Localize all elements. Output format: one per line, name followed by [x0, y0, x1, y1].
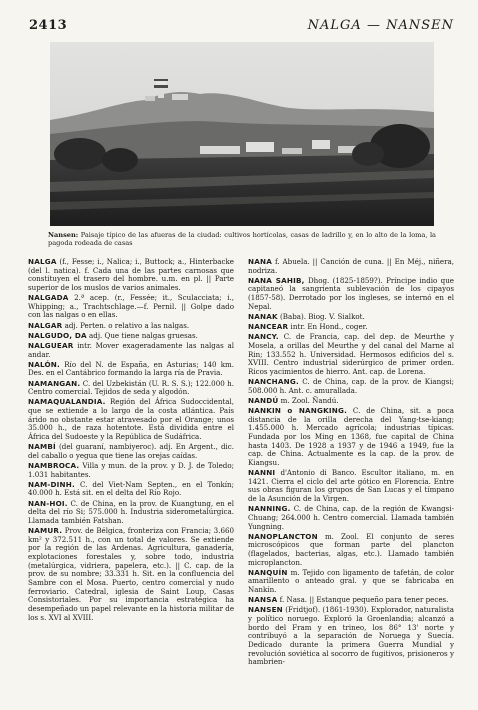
dictionary-entry — [28, 361, 234, 378]
entry-definition: f. Abuela. || Canción de cuna. || En Méj., niñera, nodriza. — [248, 258, 454, 275]
entry-definition: Prov. de Bélgica, fronteriza con Francia; 3.660 km² y 372.511 h., con un total de valores. Se extiende por la región de las Ardenas. Agricultura, ganadería, explotaciones forestales y, sobre todo, industria (metalúrgica, vidriera, papelera, etc.). || C. cap. de la prov. de su nombre; 33.331 h. Sit. en la confluencia del Sambre con el Mosa. Puerto, centro comercial y nudo ferroviario. Catedral, iglesia de Saint Loup, Casas Consistoriales. Por su importancia estratégica ha desempeñado un papel relevante en la historia militar de los s. XVI al XVIII. — [28, 526, 234, 622]
entry-definition: C. de China, sit. a poca distancia de la orilla derecha del Yang-tse-kiang; 1.455.000 h. Mercado agrícola; industrias típicas. Fundada por los Ming en 1368, fue capital de China hasta 1403. De 1928 a 1937 y de 1946 a 1949, fue la cap. de China. Actualmente es la cap. de la prov. de Kiangsu. — [248, 406, 454, 467]
entry-headword: NALÓN. — [28, 359, 60, 369]
dictionary-entry — [248, 569, 454, 595]
entry-headword: NAN-HOI. — [28, 498, 68, 508]
dictionary-entry — [248, 258, 454, 275]
entry-headword: NAMANGAN. — [28, 378, 81, 388]
entry-definition: m. Tejido con ligamento de tafetán, de color amarillento o anteado gral. y que se fabricaba en Nankín. — [248, 567, 454, 595]
entry-definition: Villa y mun. de la prov. y D. J. de Toledo; 1.031 habitantes. — [28, 460, 234, 479]
entry-definition: C. de China, en la prov. de Kuangtung, en el delta del río Si; 575.000 h. Industria siderometalúrgica. Llamada también Fatshan. — [28, 498, 234, 525]
right-column — [248, 258, 454, 706]
landscape-photo — [50, 42, 434, 226]
entry-definition: C. de Francia, cap. del dep. de Meurthe y Mosela, a orillas del Meurthe y del canal del Marne al Rin; 133.552 h. Universidad. Hermosos edificios del s. XVIII. Centro industrial siderúrgico de primer orden. Ricos yacimientos de hierro. Ant. cap. de Lorena. — [248, 332, 454, 376]
entry-headword: NANA SAHIB, — [248, 275, 305, 285]
entry-definition: (del guaraní, nambiyeroc). adj. En Argent., dic. del caballo o yegua que tiene las orejas caídas. — [28, 442, 234, 460]
entry-definition: 2.ª acep. (r., Fessée; it., Sculacciata; i., Whipping; a., Trachtschlage.—f. Pernil. || Golpe dado con las nalgas o en ellas. — [28, 293, 234, 320]
dictionary-entry — [28, 322, 234, 331]
dictionary-entry — [248, 596, 454, 605]
dictionary-entry — [248, 378, 454, 395]
caption-label: Nansen: — [48, 231, 79, 239]
running-title: NALGA — NANSEN — [307, 17, 454, 33]
entry-headword: NAMBÍ — [28, 442, 56, 452]
entry-headword: NALGAR — [28, 320, 63, 330]
entry-headword: NANCEAR — [248, 322, 289, 332]
entry-headword: NANKIN o NANGKING. — [248, 406, 348, 415]
entry-definition: C. del Viet-Nam Septen., en el Tonkín; 40.000 h. Está sit. en el delta del Río Rojo. — [28, 479, 234, 498]
entry-headword: NANSEN — [248, 605, 283, 615]
dictionary-entry — [28, 258, 234, 293]
entry-definition: Región del África Sudoccidental, que se extiende a lo largo de la costa atlántica. País árido no obstante estar atravesado por el Orange; unos 35.000 h., de raza hotentote. Está dividida entre el África del Sudoeste y la República de Sudáfrica. — [28, 397, 234, 441]
entry-headword: NAMUR. — [28, 526, 63, 536]
entry-headword: NANAK — [248, 311, 278, 321]
dictionary-entry — [248, 277, 454, 312]
entry-headword: NALGA — [28, 258, 57, 266]
entry-definition: (f., Fesse; i., Nalica; i., Buttock; a., Hinterbacke (del l. natica). f. Cada una de las partes carnosas que constituyen el trasero del hombre. u.m. en pl. || Parte superior de los muslos de varios animales. — [28, 258, 234, 292]
entry-definition: m. Zool. Ñandú. — [280, 395, 339, 405]
entry-definition: f. Nasa. || Estanque pequeño para tener peces. — [279, 595, 449, 605]
entry-headword: NANNI — [248, 468, 276, 478]
dictionary-entry — [28, 500, 234, 526]
entry-headword: NANQUÍN — [248, 567, 288, 577]
entry-definition: (Baba). Biog. V. Sialkot. — [280, 311, 365, 321]
entry-headword: NALGUDO, DA — [28, 330, 87, 340]
left-column — [28, 258, 234, 706]
dictionary-entry — [28, 398, 234, 441]
entry-definition: C. de China, cap. de la prov. de Kiangsi; 508.000 h. Ant. c. amurallada. — [248, 377, 454, 395]
dictionary-entry — [28, 342, 234, 359]
entry-definition: adj. Que tiene nalgas gruesas. — [89, 330, 198, 340]
dictionary-entry — [28, 527, 234, 622]
dictionary-entry — [28, 380, 234, 397]
entry-definition: (Fridtjof). (1861-1930). Explorador, naturalista y político noruego. Exploró la Groenlandia; alcanzó a bordo del Fram y en trineo, los 86° 13' norte y contribuyó a la separación de Noruega y Suecia. Dedicado durante la primera Guerra Mundial y revolución soviética al socorro de fugitivos, prisioneros y hambrien- — [248, 605, 454, 667]
entry-definition: intr. Mover exageradamente las nalgas al andar. — [28, 340, 234, 359]
dictionary-entry — [248, 469, 454, 504]
dictionary-entry — [28, 462, 234, 479]
photo-caption — [48, 231, 436, 248]
entry-headword: NALGADA — [28, 293, 69, 303]
dictionary-entry — [248, 313, 454, 322]
page-header — [29, 14, 454, 36]
entry-headword: NANSA — [248, 595, 278, 605]
entry-headword: NANNING. — [248, 504, 291, 514]
entry-headword: NANCY. — [248, 332, 279, 342]
entry-definition: C. del Uzbekistán (U. R. S. S.); 122.000 h. Centro comercial. Tejidos de seda y algodón. — [28, 378, 234, 397]
dictionary-entry — [248, 397, 454, 406]
dictionary-entry — [248, 505, 454, 531]
entry-headword: NANDÚ — [248, 395, 279, 405]
entry-headword: NALGUEAR — [28, 340, 74, 350]
entry-headword: NANOPLANCTON — [248, 531, 318, 541]
dictionary-entry — [248, 333, 454, 376]
dictionary-entry — [248, 407, 454, 468]
entry-definition: d'Antonio di Banco. Escultor italiano, m. en 1421. Cierra el ciclo del arte gótico en Florencia. Entre sus obras figuran los grupos de San Lucas y el tímpano de la Asunción de la Virgen. — [248, 468, 454, 504]
dictionary-entry — [248, 323, 454, 332]
dictionary-entry — [28, 332, 234, 341]
entry-headword: NAM-DINH. — [28, 479, 75, 489]
entry-columns — [28, 258, 454, 706]
entry-definition: adj. Perten. o relativo a las nalgas. — [64, 320, 190, 330]
entry-headword: NAMAQUALANDIA. — [28, 397, 106, 407]
dictionary-entry — [248, 606, 454, 667]
entry-definition: Río del N. de España, en Asturias; 140 km. Des. en el Cantábrico formando la larga ría de Pravia. — [28, 359, 234, 378]
page-number: 2413 — [29, 17, 68, 33]
caption-text: Paisaje típico de las afueras de la ciudad: cultivos hortícolas, casas de ladrillo y, en lo alto de la loma, la pagoda rodeada de casas — [48, 231, 436, 248]
dictionary-entry — [28, 481, 234, 498]
dictionary-entry — [28, 443, 234, 460]
entry-definition: m. Zool. El conjunto de seres microscópicos que forman parte del plancton (flagelados, bacterias, algas, etc.). Llamado también microplancton. — [248, 531, 454, 567]
dictionary-entry — [28, 294, 234, 320]
entry-headword: NAMBROCA. — [28, 460, 80, 470]
entry-headword: NANA — [248, 258, 272, 266]
entry-definition: C. de China, cap. de la región de Kwangsi-Chuang; 264.000 h. Centro comercial. Llamada también Yungning. — [248, 504, 454, 531]
dictionary-entry — [248, 533, 454, 568]
entry-definition: Dhog. (1825-1859?). Príncipe indio que capitaneó la sangrienta sublevación de los cipayos (1857-58). Derrotado por los ingleses, se internó en el Nepal. — [248, 275, 454, 311]
entry-headword: NANCHANG. — [248, 377, 299, 387]
entry-definition: intr. En Hond., coger. — [290, 322, 368, 332]
